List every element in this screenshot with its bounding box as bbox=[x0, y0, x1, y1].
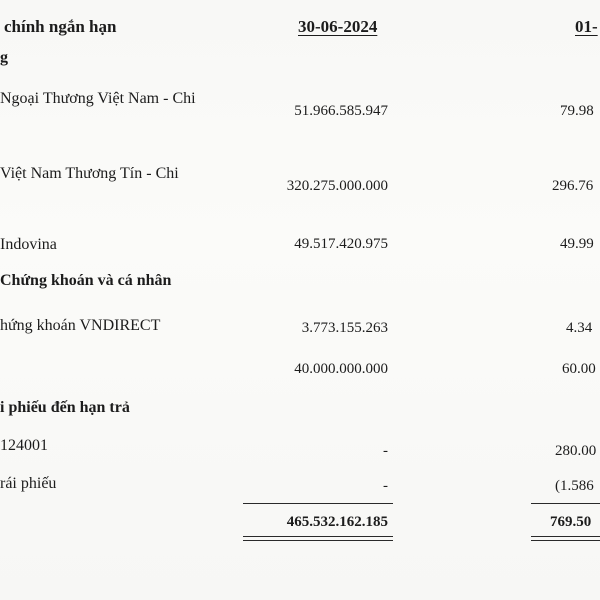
row-label: 124001 bbox=[0, 437, 48, 454]
total-double-rule-bottom-col1 bbox=[243, 540, 393, 541]
row-label-group: i phiếu đến hạn trả bbox=[0, 399, 130, 416]
column-header-01: 01- bbox=[575, 17, 598, 36]
row-value-col1: 40.000.000.000 bbox=[294, 361, 388, 377]
total-double-rule-bottom-col2 bbox=[531, 540, 600, 541]
row-value-col2: 4.34 bbox=[566, 320, 593, 336]
row-value-col1: 320.275.000.000 bbox=[286, 178, 388, 194]
row-label-group: Chứng khoán và cá nhân bbox=[0, 272, 172, 289]
section-title: chính ngắn hạn bbox=[4, 17, 117, 36]
subtotal-rule-col2 bbox=[531, 503, 600, 504]
row-value-col2: 49.99 bbox=[560, 236, 594, 252]
total-double-rule-top-col1 bbox=[243, 536, 393, 537]
row-value-col2: 280.00 bbox=[555, 443, 597, 459]
total-value-col1: 465.532.162.185 bbox=[286, 514, 388, 530]
row-value-col1: - bbox=[383, 478, 388, 494]
row-label-group: g bbox=[0, 49, 8, 66]
row-label: Indovina bbox=[0, 236, 57, 253]
row-value-col1: 51.966.585.947 bbox=[294, 103, 388, 119]
subtotal-rule-col1 bbox=[243, 503, 393, 504]
row-label: rái phiếu bbox=[0, 475, 57, 492]
total-value-col2: 769.50 bbox=[550, 514, 592, 530]
column-header-30-06-2024: 30-06-2024 bbox=[298, 17, 378, 36]
row-value-col2: 79.98 bbox=[560, 103, 594, 119]
row-label: Việt Nam Thương Tín - Chi bbox=[0, 165, 179, 182]
row-value-col2: (1.586 bbox=[555, 478, 594, 494]
row-label: hứng khoán VNDIRECT bbox=[0, 317, 161, 334]
row-value-col1: - bbox=[383, 443, 388, 459]
row-value-col2: 60.00 bbox=[562, 361, 596, 377]
row-value-col2: 296.76 bbox=[552, 178, 594, 194]
row-label: Ngoại Thương Việt Nam - Chi bbox=[0, 90, 196, 107]
total-double-rule-top-col2 bbox=[531, 536, 600, 537]
row-value-col1: 3.773.155.263 bbox=[301, 320, 388, 336]
row-value-col1: 49.517.420.975 bbox=[294, 236, 388, 252]
